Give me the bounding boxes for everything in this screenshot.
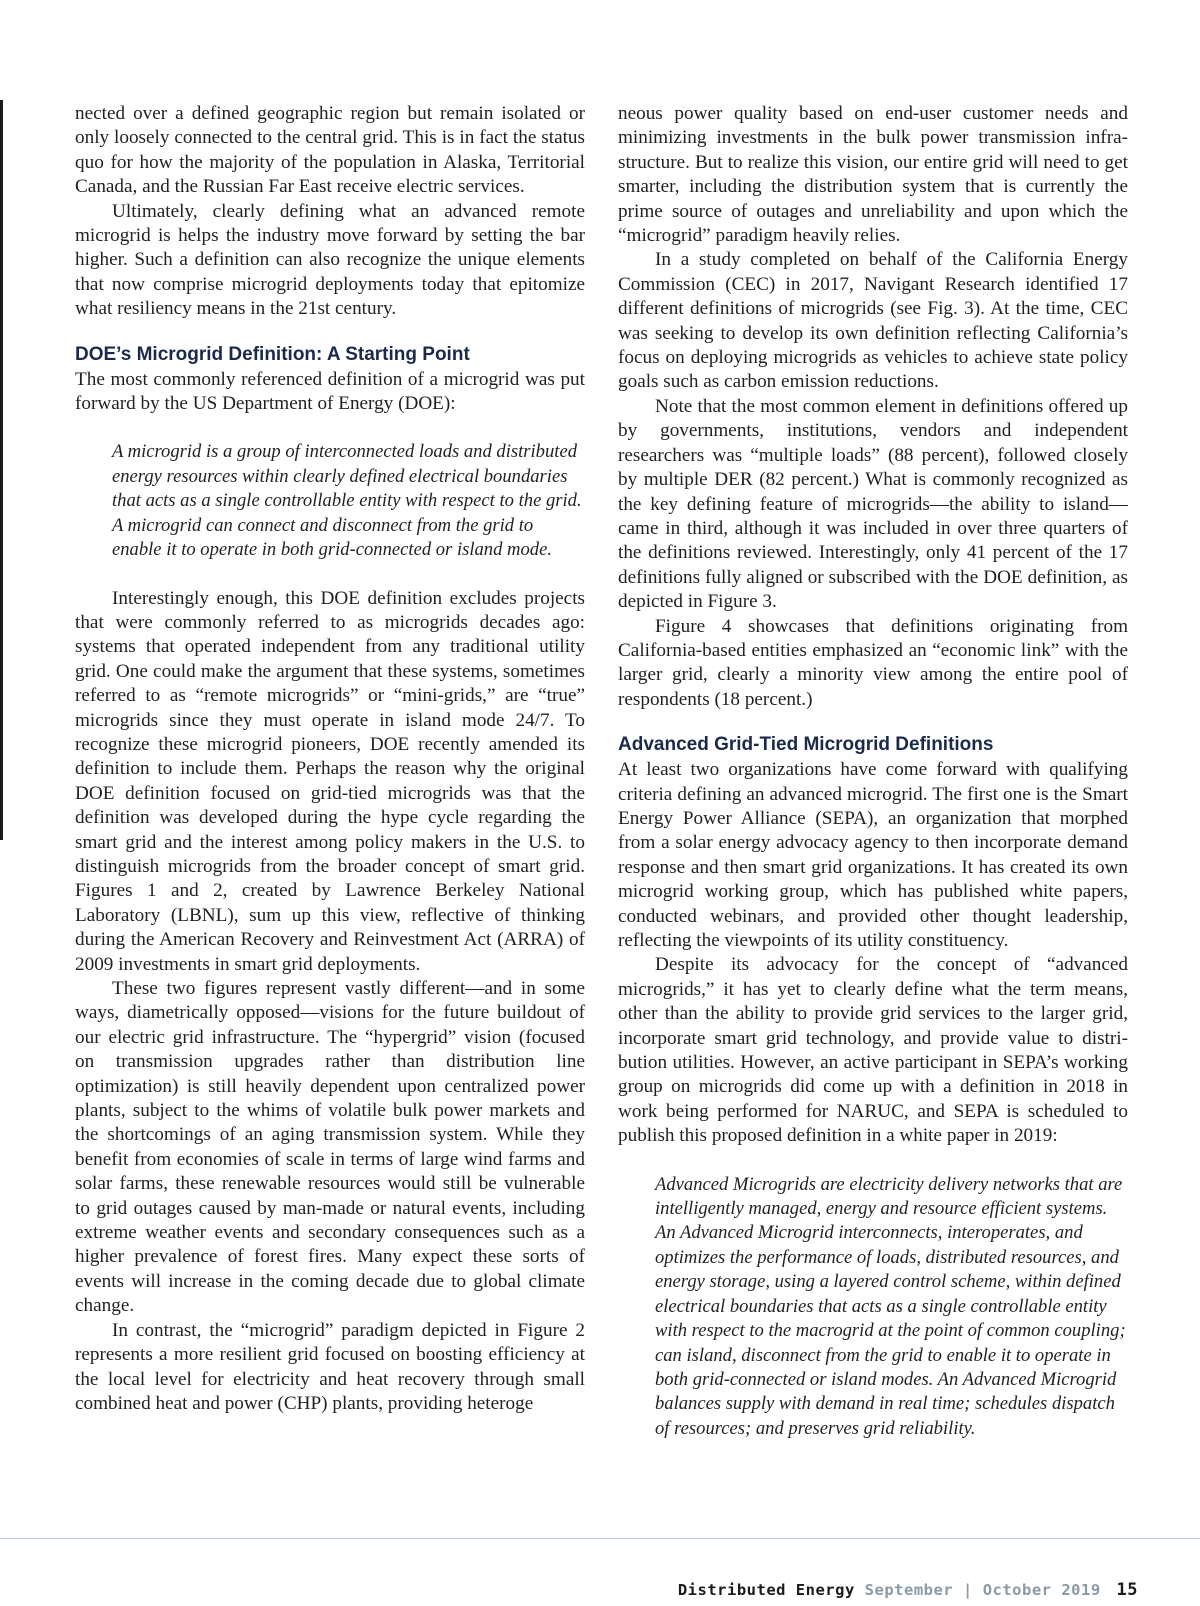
paragraph: Note that the most common element in definitions offered up by governments, institutions, vendors and independent researchers was “multiple loads” (88 percent), followed closely by multiple DER (82 percent.) What is commonly recognized as the key defining feature of microgrids—the ability to island—came in third, although it was included in over three quarters of the definitions reviewed. Interestingly, only 41 percent of the 17 definitions fully aligned or subscribed with the DOE definition, as depicted in Figure 3.: [618, 395, 1128, 613]
left-column: [75, 102, 585, 1416]
footer-separator: |: [963, 1581, 973, 1599]
page-edge-rule: [0, 100, 3, 840]
paragraph: Ultimately, clearly defining what an advanced remote microgrid is helps the industry move forward by setting the bar higher. Such a definition can also recognize the unique elements that now comprise microgrid deployments today that epitomize what resiliency means in the 21st century.: [75, 200, 585, 320]
paragraph: At least two organizations have come forward with qualifying criteria defining an advanced microgrid. The first one is the Smart Energy Power Alliance (SEPA), an organization that morphed from a solar energy advocacy agency to then incorporate demand response and then smart grid organizations. It has created its own microgrid working group, which has published white papers, conducted webinars, and provided other thought leadership, reflecting the viewpoints of its utility constituency.: [618, 759, 1128, 951]
footer-rule: [0, 1538, 1200, 1539]
paragraph: Despite its advocacy for the concept of “advanced microgrids,” it has yet to clearly define what the term means, other than the ability to provide grid services to the larger grid, incorporate smart grid technology, and provide value to distribution utilities. However, an active participant in SEPA’s working group on microgrids did come up with a definition in 2018 in work being performed for NARUC, and SEPA is scheduled to publish this proposed definition in a white paper in 2019:: [618, 954, 1128, 1147]
issue-date: October 2019: [982, 1581, 1101, 1599]
right-column: [618, 102, 1128, 1465]
paragraph: The most commonly referenced definition of a microgrid was put forward by the US Department of Energy (DOE):: [75, 368, 585, 415]
paragraph: In contrast, the “microgrid” paradigm depicted in Figure 2 represents a more resilient grid focused on boosting efficiency at the local level for electricity and heat recovery through small combined heat and power (CHP) plants, providing heteroge: [75, 1319, 585, 1414]
doe-definition-quote: A microgrid is a group of interconnected loads and distributed energy resources within clearly defined electrical boundaries that acts as a single controllable entity with respect to the grid. A microgrid can connect and disconnect from the grid to enable it to operate in both grid-connected or island mode.: [112, 441, 582, 561]
advanced-microgrid-definition-quote: Advanced Microgrids are electricity delivery networks that are intelligently managed, energy and resource efficient systems. An Advanced Microgrid interconnects, interoperates, and optimizes the performance of loads, distributed resources, and energy storage, using a layered control scheme, within defined electrical boundaries that acts as a single controllable entity with respect to the macrogrid at the point of common coupling; can island, disconnect from the grid to enable it to operate in both grid-connected or island modes. An Advanced Microgrid balances supply with demand in real time; schedules dispatch of resources; and preserves grid reliability.: [655, 1173, 1126, 1439]
paragraph: These two figures represent vastly different—and in some ways, diametrically opposed—visions for the future buildout of our electric grid infrastructure. The “hypergrid” vision (focused on transmission upgrades rather than distribution line optimization) is still heavily dependent upon centralized power plants, subject to the whims of volatile bulk power markets and the shortcomings of an aging transmission system. While they benefit from economies of scale in terms of large wind farms and solar farms, these renewable resources would still be vulnerable to grid outages caused by man-made or natural events, including extreme weather events and secondary consequences such as a higher prevalence of forest fires. Many expect these sorts of events will increase in the coming decade due to global climate change.: [75, 978, 585, 1317]
paragraph: neous power quality based on end-user customer needs and minimizing investments in the bulk power transmission infrastructure. But to realize this vision, our entire grid will need to get smarter, including the distribution system that is currently the prime source of outages and unreliability and upon which the “microgrid” paradigm heavily relies.: [618, 103, 1128, 247]
page-number: 15: [1116, 1580, 1138, 1600]
section-heading: Advanced Grid-Tied Microgrid Definitions: [618, 734, 994, 756]
magazine-name: Distributed Energy: [677, 1581, 855, 1599]
paragraph: Interestingly enough, this DOE definition excludes projects that were commonly referred to as microgrids decades ago: systems that operated independent from any traditional utility grid. One could make the argument that these systems, sometimes referred to as “remote microgrids” or “mini-grids,” are “true” microgrids since they must operate in island mode 24/7. To recognize these microgrid pioneers, DOE recently amended its definition to include them. Perhaps the reason why the original DOE definition focused on grid-tied microgrids was that the definition was developed during the hype cycle regarding the smart grid and the interest among policy makers in the U.S. to distinguish microgrids from the broader concept of smart grid. Figures 1 and 2, created by Lawrence Berkeley National Laboratory (LBNL), sum up this view, reflective of thinking during the American Recovery and Reinvestment Act (ARRA) of 2009 investments in smart grid deployments.: [75, 587, 585, 975]
issue-month: September: [864, 1581, 954, 1599]
page-footer: [678, 1580, 1138, 1600]
paragraph: nected over a defined geographic region but remain isolated or only loosely connected to the central grid. This is in fact the status quo for how the majority of the population in Alaska, Territorial Canada, and the Russian Far East receive electric services.: [75, 103, 585, 198]
paragraph: Figure 4 showcases that definitions originating from California-based entities emphasized an “economic link” with the larger grid, clearly a minority view among the entire pool of respondents (18 percent.): [618, 615, 1128, 710]
section-heading: DOE’s Microgrid Definition: A Starting Point: [75, 343, 470, 365]
paragraph: In a study completed on behalf of the California Energy Commission (CEC) in 2017, Navigant Research identified 17 different definitions of microgrids (see Fig. 3). At the time, CEC was seeking to develop its own definition reflecting California’s focus on deploying microgrids as vehicles to achieve state policy goals such as carbon emission reductions.: [618, 249, 1128, 393]
